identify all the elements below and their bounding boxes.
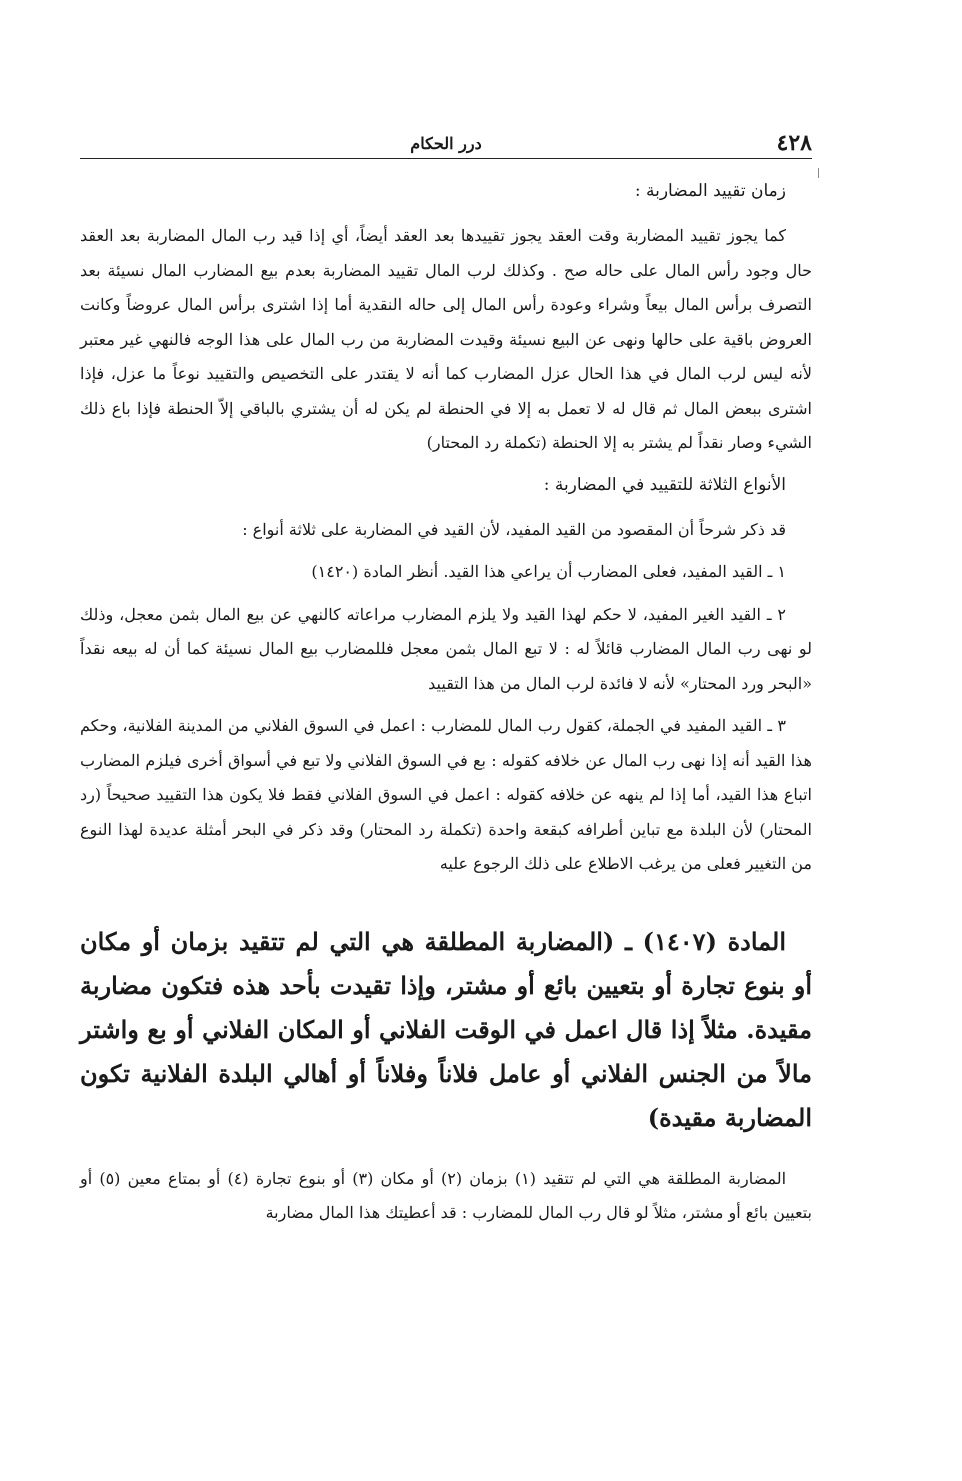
- list-item-type-1: ١ ـ القيد المفيد، فعلى المضارب أن يراعي هذا القيد. أنظر المادة (١٤٢٠): [311, 562, 786, 581]
- commentary-paragraph: المضاربة المطلقة هي التي لم تتقيد (١) بزمان (٢) أو مكان (٣) أو بنوع تجارة (٤) أو بمتاع معين (٥) أو بتعيين بائع أو مشتر، مثلاً لو قال رب المال للمضارب : قد أعطيتك هذا المال مضاربة: [80, 1168, 812, 1222]
- list-item-type-2: ٢ ـ القيد الغير المفيد، لا حكم لهذا القيد ولا يلزم المضارب مراعاته كالنهي عن بيع المال بثمن معجل، وذلك لو نهى رب المال المضارب قائلاً له : لا تبع المال بثمن معجل فللمضارب بيع المال نسيئة كما أن له بيعه نقداً «البحر ورد المحتار» لأنه لا فائدة لرب المال من هذا التقييد: [80, 604, 812, 693]
- list-item-type-3: ٣ ـ القيد المفيد في الجملة، كقول رب المال للمضارب : اعمل في السوق الفلاني من المدينة الفلانية، وحكم هذا القيد أنه إذا نهى رب المال عن خلافه كقوله : بع في السوق الفلاني ولا تبع في أسواق أخرى فيلزم المضارب اتباع هذا القيد، أما إذا لم ينهه عن خلافه كقوله : اعمل في السوق الفلاني فقط فلا يكون هذا التقييد صحيحاً (رد المحتار) لأن البلدة مع تباين أطرافه كبقعة واحدة (تكملة رد المحتار) وقد ذكر في البحر أمثلة عديدة لهذا النوع من التغيير فعلى من يرغب الاطلاع على ذلك الرجوع عليه: [80, 716, 812, 873]
- section-heading-restriction-time: زمان تقييد المضاربة :: [634, 181, 786, 201]
- section-heading-three-types: الأنواع الثلاثة للتقييد في المضاربة :: [543, 474, 786, 495]
- paragraph-restriction-time: كما يجوز تقييد المضاربة وقت العقد يجوز تقييدها بعد العقد أيضاً، أي إذا قيد رب المال المضاربة بعد العقد حال وجود رأس المال على حاله صح . وكذلك لرب المال تقييد المضاربة بعدم بيع المضارب المال نسيئة بعد التصرف برأس المال بيعاً وشراء وعودة رأس المال إلى حاله النقدية أما إذا اشترى برأس المال عروضاً وكانت العروض باقية على حالها ونهى عن البيع نسيئة وقيدت المضاربة من رب المال على هذا الوجه فالنهي غير معتبر لأنه ليس لرب المال في هذا الحال عزل المضارب كما أنه لا يقتدر على التخصيص والتقييد نوعاً ما عزل، فإذا اشترى ببعض المال ثم قال له لا تعمل به إلا في الحنطة لم يكن له أن يشتري بالباقي إلاّ الحنطة فإذا باع ذلك الشيء وصار نقداً لم يشتر به إلا الحنطة (تكملة رد المحتار): [80, 226, 813, 452]
- book-page: [80, 128, 812, 1231]
- article-1407-text: المادة (١٤٠٧) ـ (المضاربة المطلقة هي التي لم تتقيد بزمان أو مكان أو بنوع تجارة أو بتعيين بائع أو مشتر، وإذا تقيدت بأحد هذه فتكون مضاربة مقيدة. مثلاً إذا قال اعمل في الوقت الفلاني أو المكان الفلاني أو بع واشتر مالاً من الجنس الفلاني أو عامل فلاناً وفلاناً أو أهالي البلدة الفلانية تكون المضاربة مقيدة): [80, 926, 812, 1132]
- paragraph-three-types-intro: قد ذكر شرحاً أن المقصود من القيد المفيد، لأن القيد في المضاربة على ثلاثة أنواع :: [242, 519, 786, 539]
- page-number: ٤٢٨: [776, 130, 812, 156]
- page-header: [80, 128, 812, 159]
- margin-mark: [818, 168, 819, 178]
- running-title: درر الحكام: [410, 134, 482, 153]
